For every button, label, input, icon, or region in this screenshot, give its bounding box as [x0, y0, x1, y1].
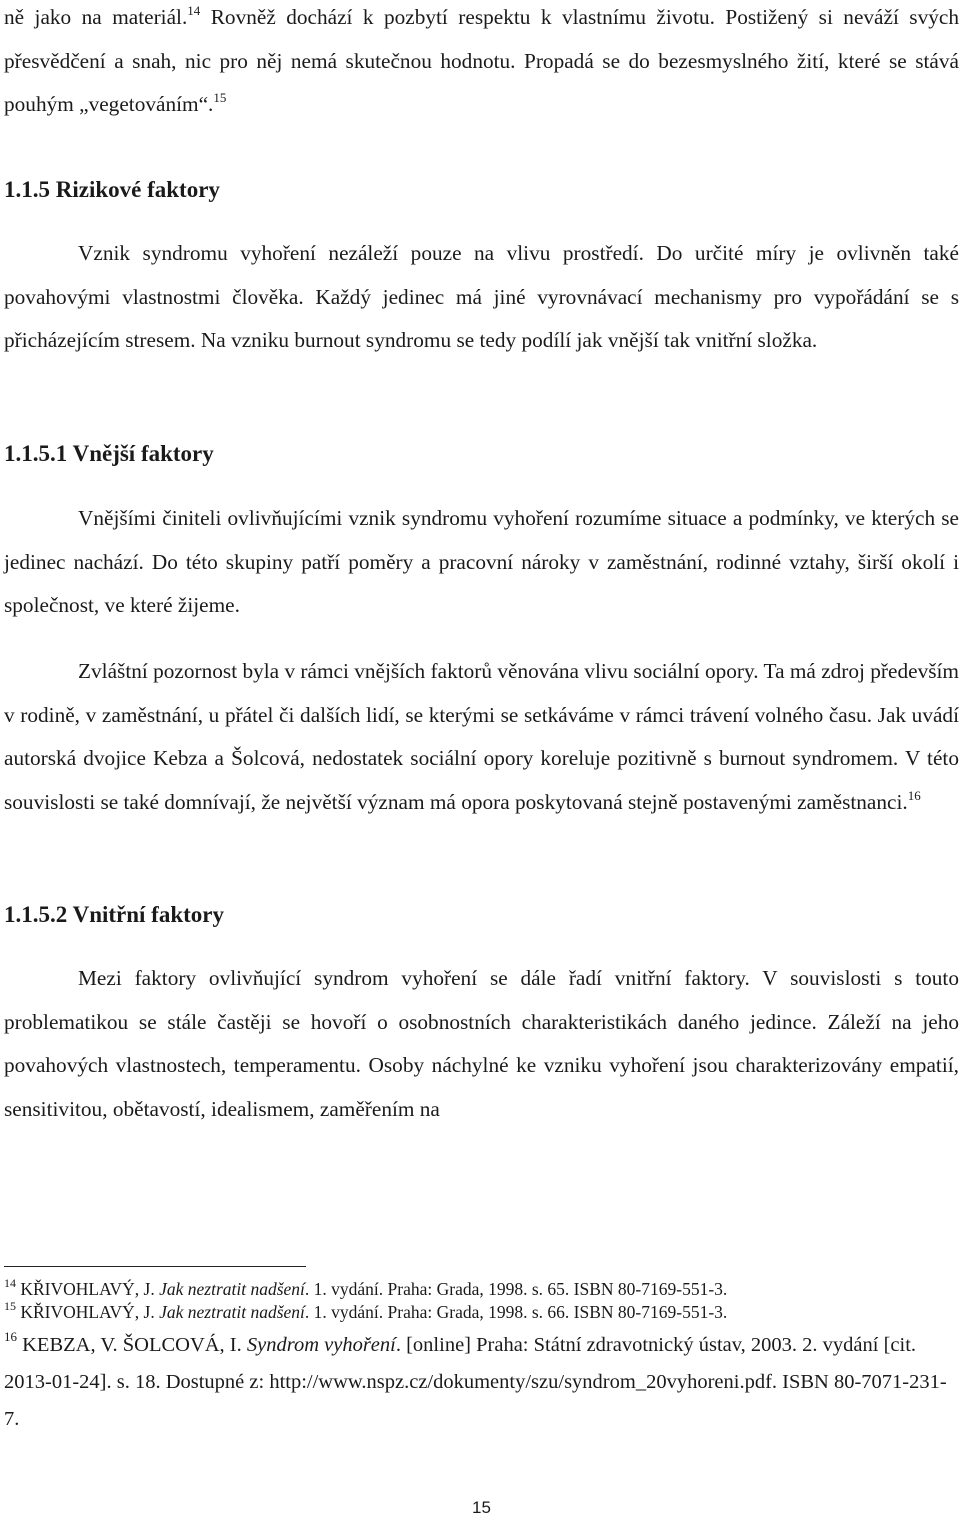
footnotes [4, 1278, 959, 1438]
section-heading-rizikove-faktory: 1.1.5 Rizikové faktory [4, 177, 220, 202]
paragraph-vnitrni-faktory: Mezi faktory ovlivňující syndrom vyhoření se dále řadí vnitřní faktory. V souvislosti s touto problematikou se stále častěji se hovoří o osobnostních charakteristikách daného jedince. Záleží na jeho povahových vlastnostech, temperamentu. Osoby náchylné ke vzniku vyhoření jsou charakterizovány empatií, sensitivitou, obětavostí, idealismem, zaměřením na [4, 966, 959, 1121]
footnote-ref-16[interactable]: 16 [907, 787, 921, 803]
footnote-16 [4, 1327, 959, 1438]
footnote-title: Jak neztratit nadšení [159, 1279, 305, 1299]
footnote-separator [4, 1266, 306, 1267]
footnote-number: 15 [4, 1299, 16, 1313]
subsection-heading-vnitrni-faktory: 1.1.5.2 Vnitřní faktory [4, 902, 224, 927]
footnote-ref-15[interactable]: 15 [213, 90, 227, 105]
page-number: 15 [472, 1498, 491, 1517]
text-span: Rovněž dochází k pozbytí respektu k vlastnímu životu. Postižený si neváží svých přesvědčení a snah, nic pro něj nemá skutečnou hodnotu. Propadá se do bezesmyslného žití, které se stává pouhým „vegetováním“. [4, 5, 959, 116]
text-span: Zvláštní pozornost byla v rámci vnějších faktorů věnována vlivu sociální opory. Ta má zdroj především v rodině, v zaměstnání, u přátel či dalších lidí, se kterými se setkáváme v rámci trávení volného času. Jak uvádí autorská dvojice Kebza a Šolcová, nedostatek sociální opory koreluje pozitivně s burnout syndromem. V této souvislosti se také domnívají, že největší význam má opora poskytovaná stejně postavenými zaměstnanci. [4, 659, 959, 814]
footnote-author: KŘIVOHLAVÝ, J. [16, 1279, 160, 1299]
footnote-title: Jak neztratit nadšení [159, 1302, 305, 1322]
footnote-author: KEBZA, V. ŠOLCOVÁ, I. [17, 1334, 247, 1356]
footnote-number: 16 [4, 1329, 17, 1344]
footnote-15 [4, 1301, 959, 1324]
paragraph-rizikove-faktory: Vznik syndromu vyhoření nezáleží pouze na vlivu prostředí. Do určité míry je ovlivněn také povahovými vlastnostmi člověka. Každý jedinec má jiné vyrovnávací mechanismy pro vypořádání se s přicházejícím stresem. Na vzniku burnout syndromu se tedy podílí jak vnější tak vnitřní složka. [4, 241, 959, 352]
text-span: ně jako na materiál. [4, 5, 188, 29]
footnote-details: . 1. vydání. Praha: Grada, 1998. s. 65. ISBN 80-7169-551-3. [304, 1279, 728, 1299]
footnote-details: . 1. vydání. Praha: Grada, 1998. s. 66. ISBN 80-7169-551-3. [304, 1302, 728, 1322]
subsection-heading-vnejsi-faktory: 1.1.5.1 Vnější faktory [4, 441, 214, 466]
footnote-ref-14[interactable]: 14 [187, 3, 201, 18]
footnote-number: 14 [4, 1276, 16, 1290]
footnote-14 [4, 1278, 959, 1301]
footnote-author: KŘIVOHLAVÝ, J. [16, 1302, 160, 1322]
paragraph-continuation [4, 0, 959, 127]
paragraph-vnejsi-faktory: Vnějšími činiteli ovlivňujícími vznik syndromu vyhoření rozumíme situace a podmínky, ve kterých se jedinec nachází. Do této skupiny patří poměry a pracovní nároky v zaměstnání, rodinné vztahy, širší okolí i společnost, ve které žijeme. [4, 506, 959, 617]
footnote-details: . [online] Praha: Státní zdravotnický ústav, 2003. 2. vydání [cit. 2013-01-24]. s. 18. Dostupné z: http://www.nspz.cz/dokumenty/szu/syndrom_20vyhoreni.pdf. ISBN 80-7071-231-7. [4, 1334, 947, 1430]
paragraph-socialni-opora [4, 650, 959, 824]
footnote-title: Syndrom vyhoření [246, 1334, 396, 1356]
